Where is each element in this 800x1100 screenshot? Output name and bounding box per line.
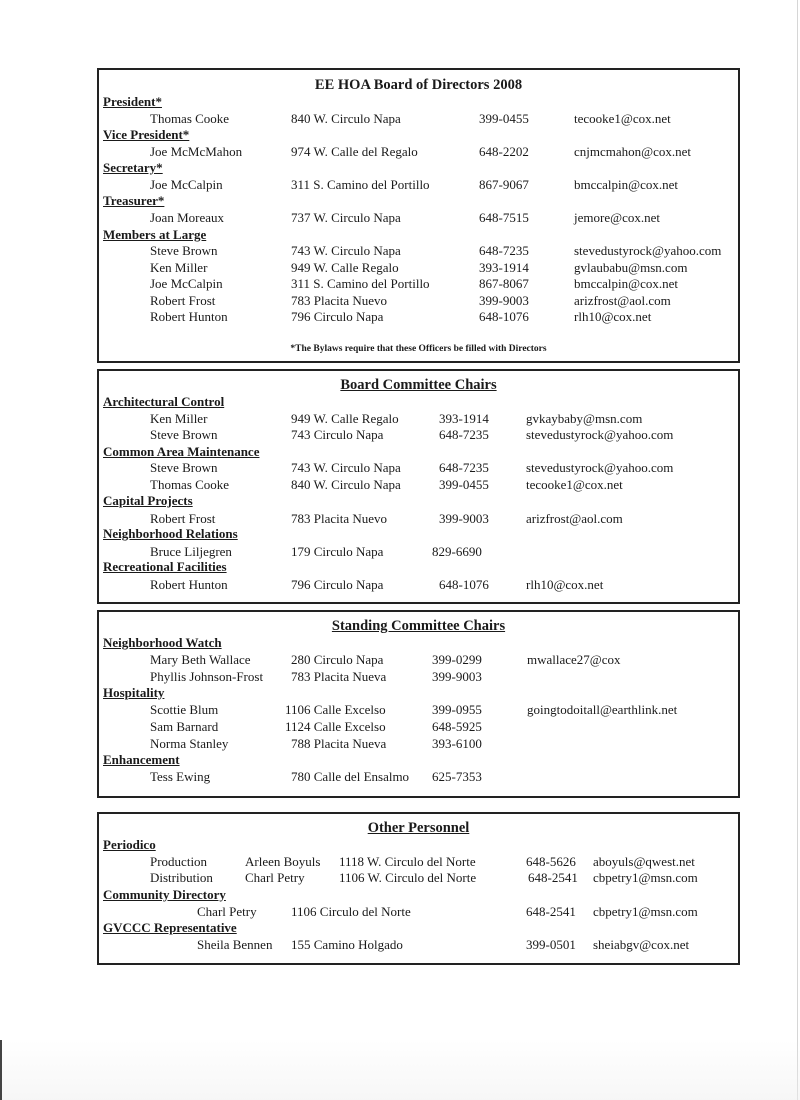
personnel-phone: 399-0501 <box>526 937 576 952</box>
chair-name: Mary Beth Wallace <box>150 652 251 667</box>
chair-phone: 399-0455 <box>439 477 489 492</box>
director-phone: 399-9003 <box>479 293 529 308</box>
director-phone: 648-7235 <box>479 243 529 258</box>
director-email: stevedustyrock@yahoo.com <box>574 243 722 258</box>
chair-name: Norma Stanley <box>150 736 229 751</box>
chair-address: 1106 Calle Excelso <box>285 702 386 717</box>
chair-address: 796 Circulo Napa <box>291 577 384 592</box>
chair-address: 280 Circulo Napa <box>291 652 384 667</box>
category-community-directory: Community Directory <box>103 887 226 902</box>
personnel-name: Sheila Bennen <box>197 937 273 952</box>
personnel-name: Charl Petry <box>245 870 305 885</box>
chair-name: Scottie Blum <box>150 702 219 717</box>
director-email: rlh10@cox.net <box>574 309 652 324</box>
director-address: 796 Circulo Napa <box>291 309 384 324</box>
director-phone: 867-9067 <box>479 177 529 192</box>
category-vice-president: Vice President* <box>103 127 190 142</box>
chair-email: stevedustyrock@yahoo.com <box>526 427 674 442</box>
chair-phone: 648-7235 <box>439 460 489 475</box>
chair-address: 783 Placita Nueva <box>291 669 387 684</box>
scan-shadow <box>0 1040 800 1100</box>
personnel-name: Arleen Boyuls <box>245 854 321 869</box>
personnel-role: Distribution <box>150 870 213 885</box>
director-email: jemore@cox.net <box>574 210 660 225</box>
director-address: 311 S. Camino del Portillo <box>291 276 430 291</box>
chair-email: goingtodoitall@earthlink.net <box>527 702 678 717</box>
director-name: Joe McCalpin <box>150 276 223 291</box>
personnel-address: 1106 W. Circulo del Norte <box>339 870 477 885</box>
standing-committee-title: Standing Committee Chairs <box>331 618 506 634</box>
chair-name: Thomas Cooke <box>150 477 230 492</box>
director-phone: 399-0455 <box>479 111 529 126</box>
category-president: President* <box>103 94 162 109</box>
director-email: gvlaubabu@msn.com <box>574 260 688 275</box>
chair-address: 780 Calle del Ensalmo <box>291 769 410 784</box>
category-common-area-maintenance: Common Area Maintenance <box>103 444 260 459</box>
category-recreational-facilities: Recreational Facilities <box>103 559 227 574</box>
director-email: arizfrost@aol.com <box>574 293 671 308</box>
chair-address: 1124 Calle Excelso <box>285 719 386 734</box>
personnel-phone: 648-5626 <box>526 854 576 869</box>
director-email: tecooke1@cox.net <box>574 111 671 126</box>
director-phone: 648-2202 <box>479 144 529 159</box>
category-hospitality: Hospitality <box>103 685 165 700</box>
chair-phone: 625-7353 <box>432 769 482 784</box>
chair-address: 788 Placita Nueva <box>291 736 387 751</box>
chair-email: mwallace27@cox <box>527 652 621 667</box>
director-address: 840 W. Circulo Napa <box>291 111 401 126</box>
chair-email: rlh10@cox.net <box>526 577 604 592</box>
chair-phone: 399-9003 <box>439 511 489 526</box>
director-phone: 648-7515 <box>479 210 529 225</box>
director-name: Steve Brown <box>150 243 218 258</box>
director-address: 949 W. Calle Regalo <box>291 260 399 275</box>
chair-address: 743 W. Circulo Napa <box>291 460 401 475</box>
chair-name: Bruce Liljegren <box>150 544 232 559</box>
chair-phone: 399-9003 <box>432 669 482 684</box>
other-personnel-title: Other Personnel <box>367 820 470 836</box>
director-address: 974 W. Calle del Regalo <box>291 144 418 159</box>
category-members-at-large: Members at Large <box>103 227 207 242</box>
director-email: bmccalpin@cox.net <box>574 177 679 192</box>
other-personnel-box <box>97 812 740 965</box>
category-architectural-control: Architectural Control <box>103 394 225 409</box>
chair-phone: 648-7235 <box>439 427 489 442</box>
personnel-address: 155 Camino Holgado <box>291 937 403 952</box>
chair-name: Tess Ewing <box>150 769 211 784</box>
personnel-phone: 648-2541 <box>528 870 578 885</box>
personnel-email: sheiabgv@cox.net <box>593 937 690 952</box>
board-committee-title: Board Committee Chairs <box>340 377 497 393</box>
standing-committee-chairs-box <box>97 610 740 798</box>
director-name: Robert Frost <box>150 293 216 308</box>
chair-name: Robert Frost <box>150 511 216 526</box>
director-address: 783 Placita Nuevo <box>291 293 388 308</box>
chair-phone: 393-6100 <box>432 736 482 751</box>
board-committee-chairs-box <box>97 369 740 604</box>
chair-email: arizfrost@aol.com <box>526 511 623 526</box>
chair-name: Steve Brown <box>150 427 218 442</box>
chair-phone: 399-0955 <box>432 702 482 717</box>
personnel-email: aboyuls@qwest.net <box>593 854 695 869</box>
director-name: Thomas Cooke <box>150 111 230 126</box>
director-address: 311 S. Camino del Portillo <box>291 177 430 192</box>
personnel-address: 1106 Circulo del Norte <box>291 904 411 919</box>
personnel-phone: 648-2541 <box>526 904 576 919</box>
chair-name: Robert Hunton <box>150 577 228 592</box>
chair-email: gvkaybaby@msn.com <box>526 411 643 426</box>
chair-phone: 648-1076 <box>439 577 489 592</box>
scan-edge <box>797 0 798 1100</box>
board-of-directors-box <box>97 68 740 363</box>
director-email: cnjmcmahon@cox.net <box>574 144 692 159</box>
category-enhancement: Enhancement <box>103 752 180 767</box>
chair-address: 743 Circulo Napa <box>291 427 384 442</box>
chair-name: Ken Miller <box>150 411 208 426</box>
bylaws-footnote: *The Bylaws require that these Officers be filled with Directors <box>290 344 547 354</box>
personnel-email: cbpetry1@msn.com <box>593 870 698 885</box>
director-name: Ken Miller <box>150 260 208 275</box>
scan-edge <box>0 1040 2 1100</box>
category-gvccc-representative: GVCCC Representative <box>103 920 237 935</box>
chair-phone: 829-6690 <box>432 544 482 559</box>
personnel-email: cbpetry1@msn.com <box>593 904 698 919</box>
category-neighborhood-relations: Neighborhood Relations <box>103 526 238 541</box>
director-phone: 393-1914 <box>479 260 529 275</box>
director-name: Robert Hunton <box>150 309 228 324</box>
personnel-role: Production <box>150 854 208 869</box>
chair-email: stevedustyrock@yahoo.com <box>526 460 674 475</box>
chair-address: 840 W. Circulo Napa <box>291 477 401 492</box>
director-email: bmccalpin@cox.net <box>574 276 679 291</box>
chair-address: 949 W. Calle Regalo <box>291 411 399 426</box>
board-title: EE HOA Board of Directors 2008 <box>314 77 523 93</box>
personnel-address: 1118 W. Circulo del Norte <box>339 854 476 869</box>
category-neighborhood-watch: Neighborhood Watch <box>103 635 222 650</box>
chair-phone: 393-1914 <box>439 411 489 426</box>
category-treasurer: Treasurer* <box>103 193 165 208</box>
director-name: Joe McCalpin <box>150 177 223 192</box>
category-periodico: Periodico <box>103 837 156 852</box>
director-name: Joe McMcMahon <box>150 144 243 159</box>
chair-address: 783 Placita Nuevo <box>291 511 388 526</box>
personnel-name: Charl Petry <box>197 904 257 919</box>
director-name: Joan Moreaux <box>150 210 225 225</box>
chair-phone: 648-5925 <box>432 719 482 734</box>
chair-name: Sam Barnard <box>150 719 219 734</box>
chair-name: Phyllis Johnson-Frost <box>150 669 264 684</box>
director-phone: 648-1076 <box>479 309 529 324</box>
director-address: 737 W. Circulo Napa <box>291 210 401 225</box>
category-capital-projects: Capital Projects <box>103 493 193 508</box>
director-address: 743 W. Circulo Napa <box>291 243 401 258</box>
chair-phone: 399-0299 <box>432 652 482 667</box>
category-secretary: Secretary* <box>103 160 163 175</box>
chair-email: tecooke1@cox.net <box>526 477 623 492</box>
chair-name: Steve Brown <box>150 460 218 475</box>
director-phone: 867-8067 <box>479 276 529 291</box>
chair-address: 179 Circulo Napa <box>291 544 384 559</box>
